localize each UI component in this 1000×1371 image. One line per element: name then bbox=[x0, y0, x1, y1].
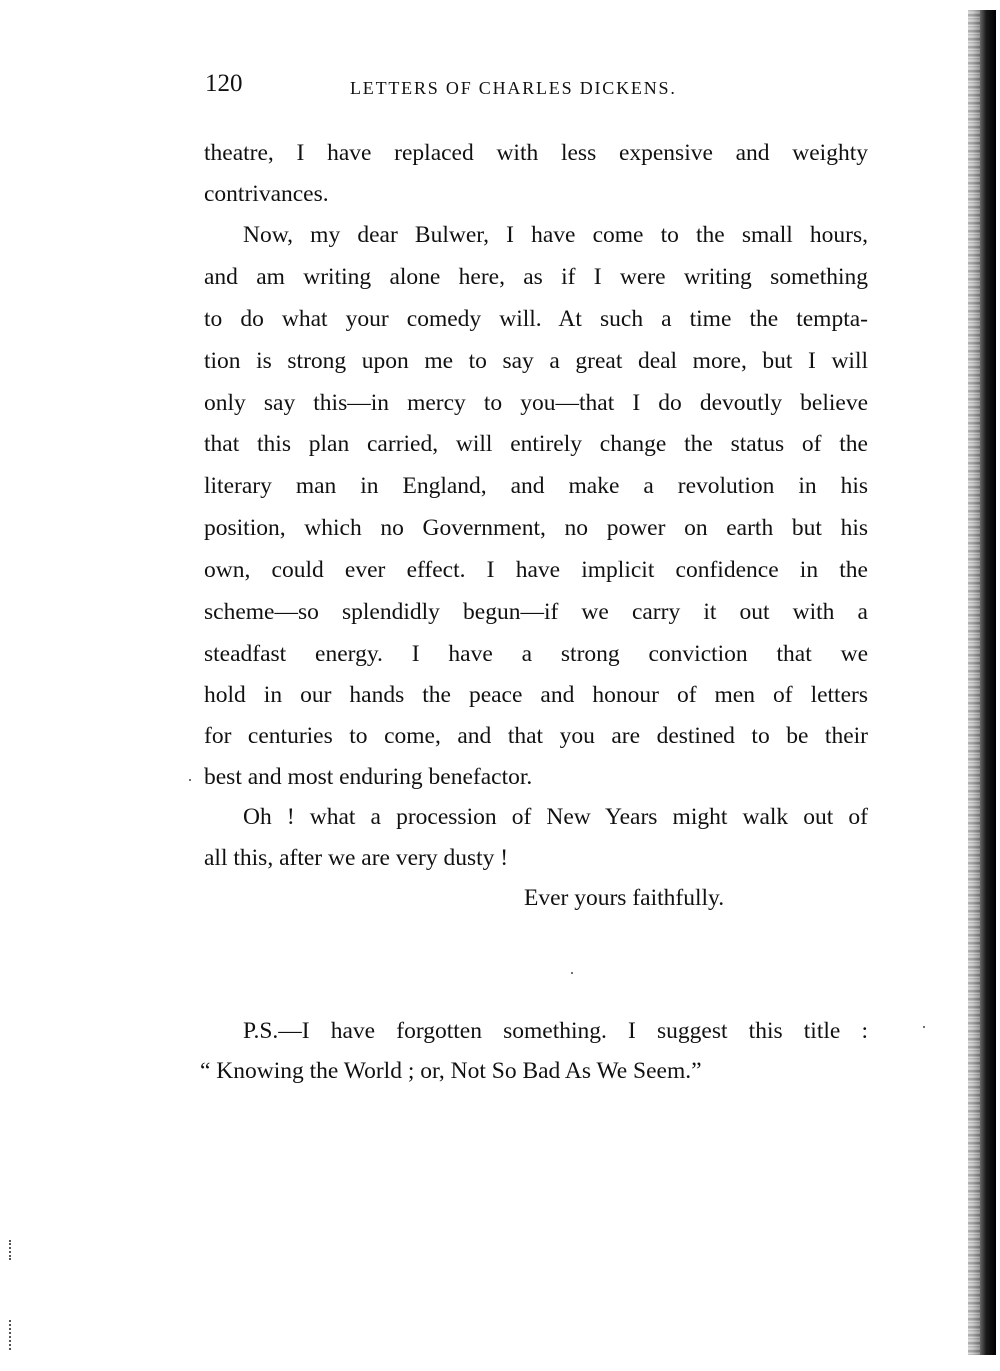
postscript-line: P.S.—I have forgotten something. I suggest this title : bbox=[243, 1018, 868, 1044]
scan-edge-dots bbox=[9, 1320, 13, 1350]
scan-speck bbox=[571, 972, 573, 974]
body-line: contrivances. bbox=[204, 181, 329, 207]
scan-edge-shadow bbox=[968, 10, 996, 1355]
page-number: 120 bbox=[205, 70, 243, 97]
body-line: and am writing alone here, as if I were writing something bbox=[204, 264, 868, 290]
body-line: to do what your comedy will. At such a time the tempta- bbox=[204, 306, 868, 332]
scan-speck bbox=[189, 779, 191, 781]
body-line: for centuries to come, and that you are destined to be their bbox=[204, 723, 868, 749]
body-line: theatre, I have replaced with less expensive and weighty bbox=[204, 140, 868, 166]
body-line: steadfast energy. I have a strong conviction that we bbox=[204, 641, 868, 667]
body-line: only say this—in mercy to you—that I do devoutly believe bbox=[204, 390, 868, 416]
body-line: position, which no Government, no power on earth but his bbox=[204, 515, 868, 541]
body-line: Oh ! what a procession of New Years might walk out of bbox=[243, 804, 868, 830]
closing-salutation: Ever yours faithfully. bbox=[524, 885, 725, 911]
scan-speck bbox=[923, 1026, 925, 1028]
body-line: tion is strong upon me to say a great deal more, but I will bbox=[204, 348, 868, 374]
postscript-line: “ Knowing the World ; or, Not So Bad As We Seem.” bbox=[200, 1058, 702, 1084]
body-line: hold in our hands the peace and honour of men of letters bbox=[204, 682, 868, 708]
body-line: best and most enduring benefactor. bbox=[204, 764, 533, 790]
body-line: Now, my dear Bulwer, I have come to the small hours, bbox=[243, 222, 868, 248]
body-line: that this plan carried, will entirely change the status of the bbox=[204, 431, 868, 457]
body-line: all this, after we are very dusty ! bbox=[204, 845, 509, 871]
body-line: scheme—so splendidly begun—if we carry it out with a bbox=[204, 599, 868, 625]
scan-edge-dots bbox=[9, 1240, 13, 1260]
body-line: literary man in England, and make a revolution in his bbox=[204, 473, 868, 499]
page-header bbox=[205, 66, 865, 106]
running-title: LETTERS OF CHARLES DICKENS. bbox=[350, 78, 677, 98]
body-line: own, could ever effect. I have implicit confidence in the bbox=[204, 557, 868, 583]
